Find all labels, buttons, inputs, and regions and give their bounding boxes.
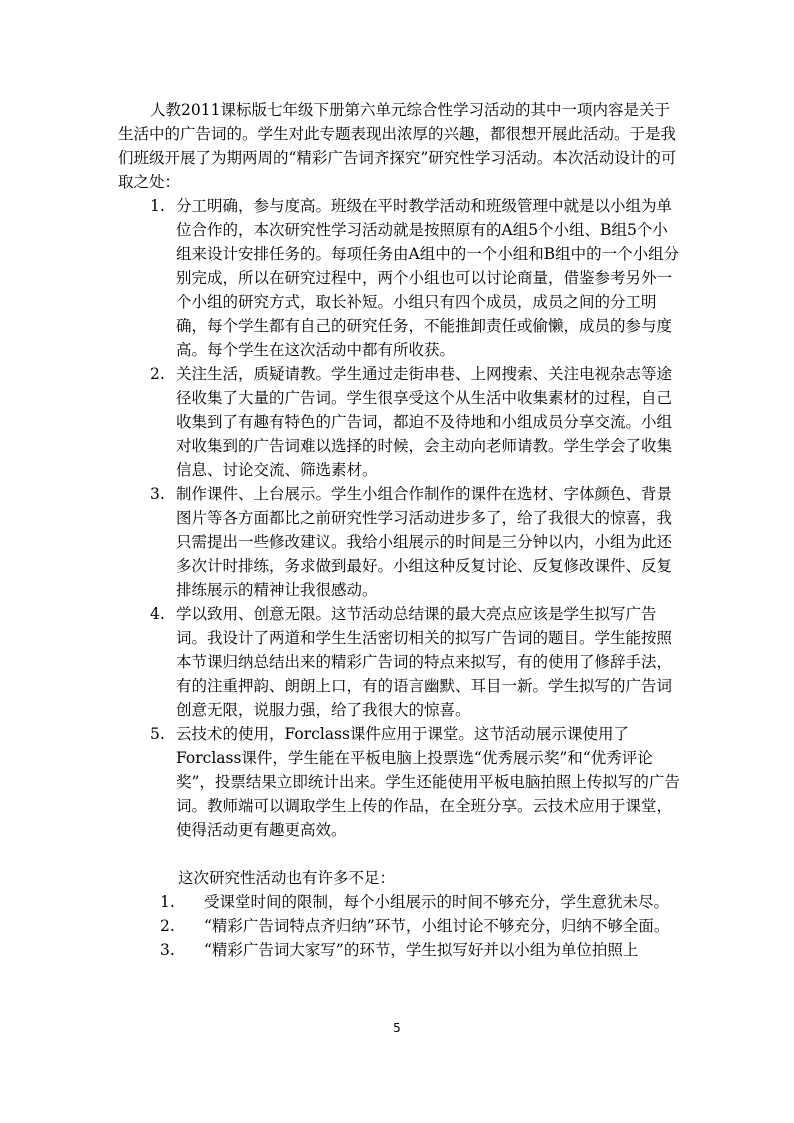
shortcomings-intro: 这次研究性活动也有许多不足：: [178, 869, 396, 887]
item-number: 3.: [160, 941, 175, 959]
item-text: 制作课件、上台展示。学生小组合作制作的课件在选材、字体颜色、背景图片等各方面都比之前研究性学习活动进步多了，给了我很大的惊喜，我只需提出一些修改建议。我给小组展示的时间是三分钟以内，小组为此还多次计时排练，务求做到最好。小组这种反复讨论、反复修改课件、反复排练展示的精神让我很感动。: [176, 485, 673, 599]
item-number: 5.: [150, 725, 165, 743]
item-number: 4.: [150, 605, 165, 623]
item-number: 1.: [150, 197, 165, 215]
list-item: [150, 362, 680, 482]
intro-paragraph: 人教2011课标版七年级下册第六单元综合性学习活动的其中一项内容是关于生活中的广告词的。学生对此专题表现出浓厚的兴趣，都很想开展此活动。于是我们班级开展了为期两周的“精彩广告词齐探究”研究性学习活动。本次活动设计的可取之处：: [118, 101, 677, 191]
highlights-list: [150, 194, 680, 842]
item-text: 云技术的使用，Forclass课件应用于课堂。这节活动展示课使用了Forclass课件，学生能在平板电脑上投票选“优秀展示奖”和“优秀评论奖”，投票结果立即统计出来。学生还能使用平板电脑拍照上传拟写的广告词。教师端可以调取学生上传的作品，在全班分享。云技术应用于课堂，使得活动更有趣更高效。: [176, 725, 680, 839]
page-number: 5: [393, 1021, 401, 1035]
list-item: [150, 602, 680, 722]
item-number: 3.: [150, 485, 165, 503]
item-text: 关注生活，质疑请教。学生通过走街串巷、上网搜索、关注电视杂志等途径收集了大量的广告词。学生很享受这个从生活中收集素材的过程，自己收集到了有趣有特色的广告词，都迫不及待地和小组成员分享交流。小组对收集到的广告词难以选择的时候，会主动向老师请教。学生学会了收集信息、讨论交流、筛选素材。: [176, 365, 673, 479]
item-text: “精彩广告词大家写”的环节，学生拟写好并以小组为单位拍照上: [204, 941, 639, 959]
list-item: [160, 938, 680, 962]
item-text: “精彩广告词特点齐归纳”环节，小组讨论不够充分，归纳不够全面。: [204, 917, 670, 935]
shortcomings-list: [160, 890, 680, 962]
item-number: 2.: [150, 365, 165, 383]
item-text: 学以致用、创意无限。这节活动总结课的最大亮点应该是学生拟写广告词。我设计了两道和学生生活密切相关的拟写广告词的题目。学生能按照本节课归纳总结出来的精彩广告词的特点来拟写，有的使用了修辞手法，有的注重押韵、朗朗上口，有的语言幽默、耳目一新。学生拟写的广告词创意无限，说服力强，给了我很大的惊喜。: [176, 605, 673, 719]
list-item: [150, 722, 680, 842]
item-text: 分工明确，参与度高。班级在平时教学活动和班级管理中就是以小组为单位合作的，本次研究性学习活动就是按照原有的A组5个小组、B组5个小组来设计安排任务的。每项任务由A组中的一个小组和B组中的一个小组分别完成，所以在研究过程中，两个小组也可以讨论商量，借鉴参考另外一个小组的研究方式，取长补短。小组只有四个成员，成员之间的分工明确，每个学生都有自己的研究任务，不能推卸责任或偷懒，成员的参与度高。每个学生在这次活动中都有所收获。: [176, 197, 680, 359]
list-item: [150, 482, 680, 602]
item-number: 1.: [160, 893, 175, 911]
item-number: 2.: [160, 917, 175, 935]
item-text: 受课堂时间的限制，每个小组展示的时间不够充分，学生意犹未尽。: [204, 893, 670, 911]
list-item: [160, 890, 680, 914]
list-item: [160, 914, 680, 938]
list-item: [150, 194, 680, 362]
